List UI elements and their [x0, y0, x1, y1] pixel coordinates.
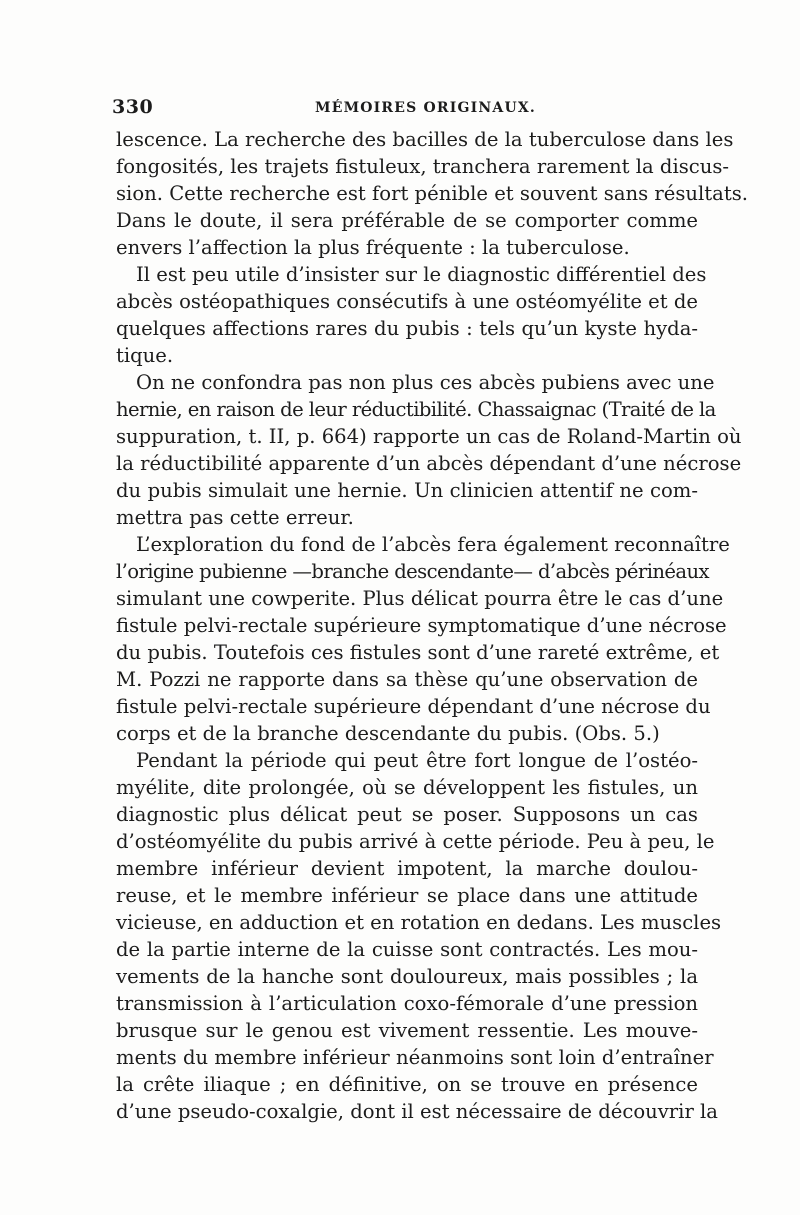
text-line: corps et de la branche descendante du pubis. (Obs. 5.)	[116, 722, 660, 745]
text-line: fistule pelvi-rectale supérieure dépendant d’une nécrose du	[116, 695, 711, 718]
text-line: fongosités, les trajets fistuleux, tranchera rarement la discus-	[116, 155, 730, 178]
page-header	[112, 96, 702, 126]
text-line: diagnostic plus délicat peut se poser. Supposons un cas	[116, 803, 698, 826]
text-line: Il est peu utile d’insister sur le diagnostic différentiel des	[136, 263, 707, 286]
text-line: transmission à l’articulation coxo-fémorale d’une pression	[116, 992, 698, 1015]
text-line: Pendant la période qui peut être fort longue de l’ostéo-	[136, 749, 698, 772]
text-line: la réductibilité apparente d’un abcès dépendant d’une nécrose	[116, 452, 742, 475]
text-line: hernie, en raison de leur réductibilité. Chassaignac (Traité de la	[116, 398, 716, 421]
text-line: d’ostéomyélite du pubis arrivé à cette période. Peu à peu, le	[116, 830, 715, 853]
page-number: 330	[112, 96, 154, 118]
text-line: fistule pelvi-rectale supérieure symptomatique d’une nécrose	[116, 614, 727, 637]
text-line: quelques affections rares du pubis : tels qu’un kyste hyda-	[116, 317, 698, 340]
text-line: abcès ostéopathiques consécutifs à une ostéomyélite et de	[116, 290, 698, 313]
text-line: du pubis. Toutefois ces fistules sont d’une rareté extrême, et	[116, 641, 720, 664]
text-line: la crête iliaque ; en définitive, on se trouve en présence	[116, 1073, 698, 1096]
text-line: M. Pozzi ne rapporte dans sa thèse qu’une observation de	[116, 668, 698, 691]
text-line: Dans le doute, il sera préférable de se comporter comme	[116, 209, 698, 232]
running-head: MÉMOIRES ORIGINAUX.	[315, 100, 536, 116]
text-line: du pubis simulait une hernie. Un clinicien attentif ne com-	[116, 479, 698, 502]
text-line: simulant une cowperite. Plus délicat pourra être le cas d’une	[116, 587, 724, 610]
text-line: lescence. La recherche des bacilles de la tuberculose dans les	[116, 128, 734, 151]
text-line: On ne confondra pas non plus ces abcès pubiens avec une	[136, 371, 715, 394]
text-line: L’exploration du fond de l’abcès fera également reconnaître	[136, 533, 730, 556]
text-line: myélite, dite prolongée, où se développent les fistules, un	[116, 776, 698, 799]
text-line: brusque sur le genou est vivement ressentie. Les mouve-	[116, 1019, 698, 1042]
text-line: d’une pseudo-coxalgie, dont il est nécessaire de découvrir la	[116, 1100, 718, 1123]
text-line: de la partie interne de la cuisse sont contractés. Les mou-	[116, 938, 698, 961]
text-line: vements de la hanche sont douloureux, mais possibles ; la	[116, 965, 698, 988]
text-line: ments du membre inférieur néanmoins sont loin d’entraîner	[116, 1046, 714, 1069]
body-text	[116, 126, 749, 1125]
text-line: tique.	[116, 344, 174, 367]
text-line: sion. Cette recherche est fort pénible et souvent sans résultats.	[116, 182, 749, 205]
text-line: l’origine pubienne —branche descendante— d’abcès périnéaux	[116, 560, 709, 583]
text-line: envers l’affection la plus fréquente : la tuberculose.	[116, 236, 630, 259]
text-line: mettra pas cette erreur.	[116, 506, 354, 529]
text-line: suppuration, t. II, p. 664) rapporte un cas de Roland-Martin où	[116, 425, 742, 448]
text-line: vicieuse, en adduction et en rotation en dedans. Les muscles	[116, 911, 722, 934]
text-line: membre inférieur devient impotent, la marche doulou-	[116, 857, 698, 880]
text-line: reuse, et le membre inférieur se place dans une attitude	[116, 884, 698, 907]
